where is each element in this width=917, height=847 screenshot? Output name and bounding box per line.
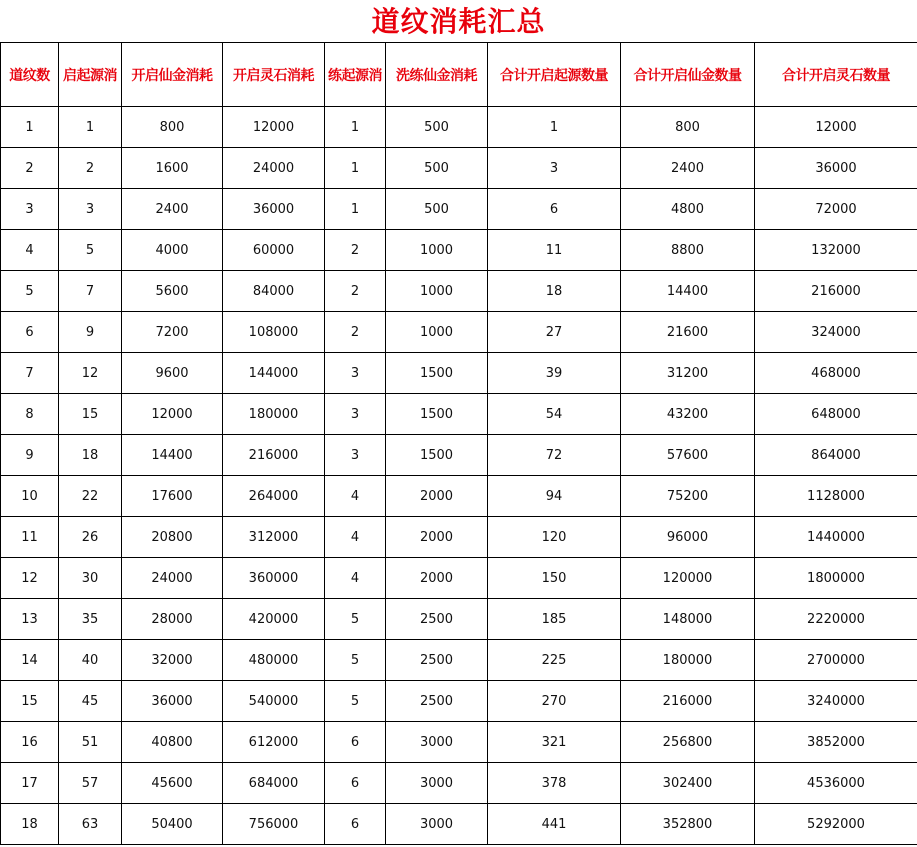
table-cell: 1500 bbox=[386, 353, 488, 394]
table-cell: 5292000 bbox=[755, 804, 917, 845]
table-cell: 36000 bbox=[755, 148, 917, 189]
table-row bbox=[1, 271, 917, 312]
table-cell: 2 bbox=[325, 271, 386, 312]
table-cell: 3000 bbox=[386, 763, 488, 804]
table-cell: 3000 bbox=[386, 804, 488, 845]
column-header: 合计开启仙金数量 bbox=[621, 43, 755, 107]
table-cell: 1500 bbox=[386, 394, 488, 435]
table-cell: 40 bbox=[59, 640, 122, 681]
table-cell: 1000 bbox=[386, 271, 488, 312]
table-cell: 6 bbox=[325, 763, 386, 804]
table-cell: 60000 bbox=[223, 230, 325, 271]
table-cell: 22 bbox=[59, 476, 122, 517]
table-cell: 2000 bbox=[386, 476, 488, 517]
table-cell: 264000 bbox=[223, 476, 325, 517]
table-cell: 2 bbox=[325, 312, 386, 353]
table-cell: 120000 bbox=[621, 558, 755, 599]
table-cell: 17600 bbox=[122, 476, 223, 517]
table-cell: 1 bbox=[325, 189, 386, 230]
table-cell: 180000 bbox=[223, 394, 325, 435]
table-cell: 30 bbox=[59, 558, 122, 599]
table-cell: 9 bbox=[1, 435, 59, 476]
table-cell: 2000 bbox=[386, 558, 488, 599]
table-cell: 2500 bbox=[386, 640, 488, 681]
table-cell: 150 bbox=[488, 558, 621, 599]
table-cell: 270 bbox=[488, 681, 621, 722]
table-row bbox=[1, 763, 917, 804]
table-row bbox=[1, 435, 917, 476]
table-cell: 32000 bbox=[122, 640, 223, 681]
table-cell: 1 bbox=[325, 107, 386, 148]
table-cell: 50400 bbox=[122, 804, 223, 845]
table-cell: 756000 bbox=[223, 804, 325, 845]
column-header: 练起源消 bbox=[325, 43, 386, 107]
table-cell: 3 bbox=[325, 435, 386, 476]
table-cell: 7200 bbox=[122, 312, 223, 353]
table-cell: 500 bbox=[386, 189, 488, 230]
header-row bbox=[1, 43, 917, 107]
table-cell: 12 bbox=[59, 353, 122, 394]
table-cell: 1800000 bbox=[755, 558, 917, 599]
table-row bbox=[1, 681, 917, 722]
table-cell: 2400 bbox=[122, 189, 223, 230]
table-cell: 120 bbox=[488, 517, 621, 558]
table-cell: 180000 bbox=[621, 640, 755, 681]
table-cell: 256800 bbox=[621, 722, 755, 763]
table-cell: 11 bbox=[488, 230, 621, 271]
table-cell: 72 bbox=[488, 435, 621, 476]
table-cell: 216000 bbox=[223, 435, 325, 476]
table-cell: 36000 bbox=[122, 681, 223, 722]
table-cell: 27 bbox=[488, 312, 621, 353]
table-cell: 12000 bbox=[755, 107, 917, 148]
table-cell: 3 bbox=[1, 189, 59, 230]
table-row bbox=[1, 312, 917, 353]
table-row bbox=[1, 476, 917, 517]
table-cell: 8 bbox=[1, 394, 59, 435]
table-cell: 7 bbox=[1, 353, 59, 394]
table-cell: 3 bbox=[325, 394, 386, 435]
table-cell: 4000 bbox=[122, 230, 223, 271]
table-cell: 225 bbox=[488, 640, 621, 681]
table-cell: 4 bbox=[325, 517, 386, 558]
table-cell: 500 bbox=[386, 148, 488, 189]
table-cell: 26 bbox=[59, 517, 122, 558]
table-cell: 5600 bbox=[122, 271, 223, 312]
table-cell: 480000 bbox=[223, 640, 325, 681]
table-cell: 18 bbox=[488, 271, 621, 312]
table-cell: 4 bbox=[325, 476, 386, 517]
table-cell: 1 bbox=[488, 107, 621, 148]
table-cell: 94 bbox=[488, 476, 621, 517]
table-cell: 2 bbox=[1, 148, 59, 189]
table-header bbox=[1, 43, 917, 107]
table-cell: 800 bbox=[621, 107, 755, 148]
table-cell: 51 bbox=[59, 722, 122, 763]
table-row bbox=[1, 517, 917, 558]
table-cell: 4 bbox=[1, 230, 59, 271]
table-cell: 3 bbox=[325, 353, 386, 394]
table-row bbox=[1, 722, 917, 763]
table-cell: 5 bbox=[325, 599, 386, 640]
table-cell: 5 bbox=[325, 640, 386, 681]
table-cell: 612000 bbox=[223, 722, 325, 763]
table-cell: 1 bbox=[1, 107, 59, 148]
table-cell: 2400 bbox=[621, 148, 755, 189]
table-cell: 2500 bbox=[386, 681, 488, 722]
table-cell: 4536000 bbox=[755, 763, 917, 804]
table-cell: 132000 bbox=[755, 230, 917, 271]
column-header: 开启灵石消耗 bbox=[223, 43, 325, 107]
table-row bbox=[1, 394, 917, 435]
table-row bbox=[1, 353, 917, 394]
table-cell: 2 bbox=[325, 230, 386, 271]
table-row bbox=[1, 804, 917, 845]
table-cell: 12000 bbox=[122, 394, 223, 435]
table-cell: 17 bbox=[1, 763, 59, 804]
column-header: 合计开启灵石数量 bbox=[755, 43, 917, 107]
table-cell: 3852000 bbox=[755, 722, 917, 763]
table-cell: 864000 bbox=[755, 435, 917, 476]
table-cell: 45 bbox=[59, 681, 122, 722]
table-cell: 31200 bbox=[621, 353, 755, 394]
column-header: 开启仙金消耗 bbox=[122, 43, 223, 107]
table-cell: 16 bbox=[1, 722, 59, 763]
column-header: 道纹数 bbox=[1, 43, 59, 107]
table-cell: 420000 bbox=[223, 599, 325, 640]
table-cell: 216000 bbox=[621, 681, 755, 722]
table-cell: 1000 bbox=[386, 312, 488, 353]
page-title: 道纹消耗汇总 bbox=[371, 5, 546, 38]
table-cell: 1000 bbox=[386, 230, 488, 271]
table-cell: 1600 bbox=[122, 148, 223, 189]
table-cell: 35 bbox=[59, 599, 122, 640]
table-cell: 54 bbox=[488, 394, 621, 435]
table-cell: 648000 bbox=[755, 394, 917, 435]
table-cell: 441 bbox=[488, 804, 621, 845]
table-cell: 96000 bbox=[621, 517, 755, 558]
column-header: 启起源消 bbox=[59, 43, 122, 107]
table-cell: 75200 bbox=[621, 476, 755, 517]
table-cell: 800 bbox=[122, 107, 223, 148]
table-row bbox=[1, 599, 917, 640]
table-cell: 2500 bbox=[386, 599, 488, 640]
table-cell: 108000 bbox=[223, 312, 325, 353]
table-cell: 3 bbox=[59, 189, 122, 230]
table-cell: 43200 bbox=[621, 394, 755, 435]
table-cell: 18 bbox=[59, 435, 122, 476]
table-cell: 3240000 bbox=[755, 681, 917, 722]
table-cell: 1128000 bbox=[755, 476, 917, 517]
table-cell: 57 bbox=[59, 763, 122, 804]
table-row bbox=[1, 558, 917, 599]
table-cell: 4 bbox=[325, 558, 386, 599]
consumption-table bbox=[0, 42, 917, 845]
table-cell: 4800 bbox=[621, 189, 755, 230]
table-cell: 468000 bbox=[755, 353, 917, 394]
table-cell: 13 bbox=[1, 599, 59, 640]
table-cell: 378 bbox=[488, 763, 621, 804]
table-cell: 324000 bbox=[755, 312, 917, 353]
table-cell: 28000 bbox=[122, 599, 223, 640]
table-cell: 5 bbox=[325, 681, 386, 722]
table-cell: 3000 bbox=[386, 722, 488, 763]
table-cell: 21600 bbox=[621, 312, 755, 353]
table-cell: 1 bbox=[325, 148, 386, 189]
table-cell: 312000 bbox=[223, 517, 325, 558]
table-row bbox=[1, 189, 917, 230]
table-cell: 321 bbox=[488, 722, 621, 763]
table-row bbox=[1, 640, 917, 681]
table-row bbox=[1, 107, 917, 148]
table-cell: 24000 bbox=[223, 148, 325, 189]
table-cell: 20800 bbox=[122, 517, 223, 558]
table-cell: 5 bbox=[1, 271, 59, 312]
table-cell: 540000 bbox=[223, 681, 325, 722]
table-cell: 14 bbox=[1, 640, 59, 681]
table-cell: 1440000 bbox=[755, 517, 917, 558]
table-cell: 2000 bbox=[386, 517, 488, 558]
table-cell: 11 bbox=[1, 517, 59, 558]
table-cell: 72000 bbox=[755, 189, 917, 230]
table-cell: 57600 bbox=[621, 435, 755, 476]
column-header: 洗练仙金消耗 bbox=[386, 43, 488, 107]
table-cell: 12000 bbox=[223, 107, 325, 148]
table-cell: 2700000 bbox=[755, 640, 917, 681]
table-row bbox=[1, 148, 917, 189]
table-cell: 148000 bbox=[621, 599, 755, 640]
table-cell: 1500 bbox=[386, 435, 488, 476]
table-cell: 2220000 bbox=[755, 599, 917, 640]
table-body bbox=[1, 107, 917, 845]
table-cell: 216000 bbox=[755, 271, 917, 312]
table-row bbox=[1, 230, 917, 271]
table-cell: 45600 bbox=[122, 763, 223, 804]
table-cell: 9600 bbox=[122, 353, 223, 394]
table-cell: 8800 bbox=[621, 230, 755, 271]
table-cell: 5 bbox=[59, 230, 122, 271]
table-cell: 15 bbox=[1, 681, 59, 722]
table-cell: 40800 bbox=[122, 722, 223, 763]
table-cell: 15 bbox=[59, 394, 122, 435]
table-cell: 36000 bbox=[223, 189, 325, 230]
table-cell: 185 bbox=[488, 599, 621, 640]
table-cell: 10 bbox=[1, 476, 59, 517]
table-cell: 6 bbox=[325, 722, 386, 763]
table-cell: 12 bbox=[1, 558, 59, 599]
table-cell: 2 bbox=[59, 148, 122, 189]
table-cell: 6 bbox=[1, 312, 59, 353]
table-cell: 9 bbox=[59, 312, 122, 353]
table-cell: 6 bbox=[325, 804, 386, 845]
table-cell: 500 bbox=[386, 107, 488, 148]
column-header: 合计开启起源数量 bbox=[488, 43, 621, 107]
table-cell: 1 bbox=[59, 107, 122, 148]
table-cell: 3 bbox=[488, 148, 621, 189]
table-cell: 684000 bbox=[223, 763, 325, 804]
table-cell: 144000 bbox=[223, 353, 325, 394]
table-cell: 84000 bbox=[223, 271, 325, 312]
table-cell: 24000 bbox=[122, 558, 223, 599]
table-cell: 7 bbox=[59, 271, 122, 312]
table-cell: 352800 bbox=[621, 804, 755, 845]
table-cell: 14400 bbox=[621, 271, 755, 312]
table-cell: 18 bbox=[1, 804, 59, 845]
table-cell: 63 bbox=[59, 804, 122, 845]
table-cell: 360000 bbox=[223, 558, 325, 599]
table-cell: 14400 bbox=[122, 435, 223, 476]
table-cell: 302400 bbox=[621, 763, 755, 804]
table-cell: 39 bbox=[488, 353, 621, 394]
table-cell: 6 bbox=[488, 189, 621, 230]
